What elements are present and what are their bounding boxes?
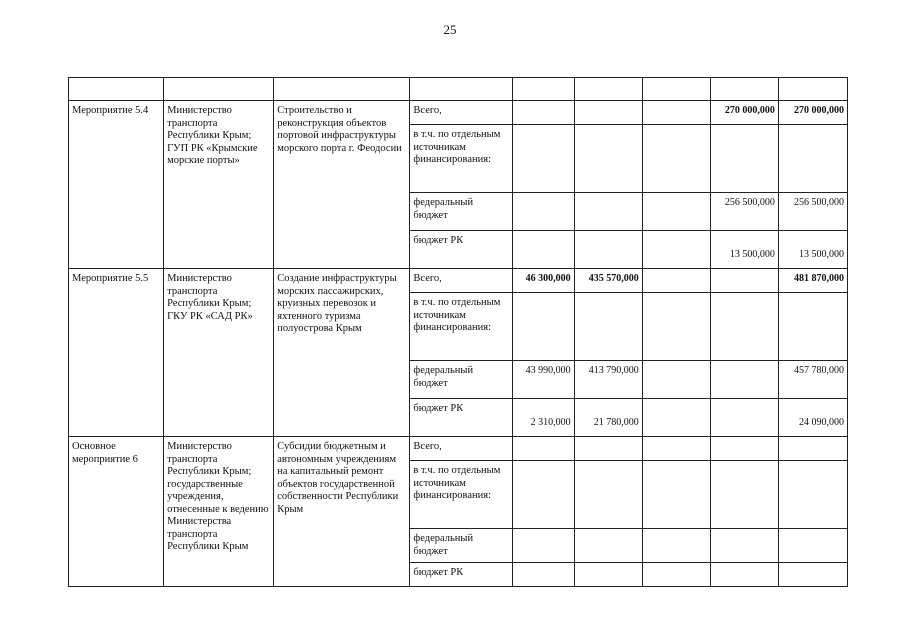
value-cell bbox=[642, 361, 710, 399]
source-label-cell: бюджет РК bbox=[410, 231, 512, 269]
event-cell: Мероприятие 5.4 bbox=[69, 101, 164, 269]
value-cell: 46 300,000 bbox=[512, 269, 574, 293]
value-cell bbox=[778, 125, 847, 193]
value-cell bbox=[710, 293, 778, 361]
value-cell bbox=[574, 293, 642, 361]
value-cell bbox=[642, 529, 710, 563]
value-cell: 270 000,000 bbox=[710, 101, 778, 125]
value-cell bbox=[642, 399, 710, 437]
value-cell bbox=[574, 529, 642, 563]
value-cell bbox=[512, 193, 574, 231]
event-cell: Основное мероприятие 6 bbox=[69, 437, 164, 587]
source-label-cell: федеральный бюджет bbox=[410, 361, 512, 399]
value-cell: 13 500,000 bbox=[710, 231, 778, 269]
value-cell bbox=[710, 529, 778, 563]
executor-cell: Министерство транспорта Республики Крым; ГУП РК «Крымские морские порты» bbox=[164, 101, 274, 269]
value-cell bbox=[574, 125, 642, 193]
value-cell: 270 000,000 bbox=[778, 101, 847, 125]
source-label-cell: в т.ч. по отдельным источникам финансирования: bbox=[410, 125, 512, 193]
value-cell bbox=[642, 563, 710, 587]
value-cell bbox=[778, 529, 847, 563]
table-row bbox=[69, 101, 848, 125]
value-cell bbox=[778, 461, 847, 529]
header-cell bbox=[410, 78, 512, 101]
value-cell bbox=[642, 193, 710, 231]
value-cell bbox=[512, 437, 574, 461]
description-cell: Создание инфраструктуры морских пассажирских, круизных перевозок и яхтенного туризма полуострова Крым bbox=[274, 269, 410, 437]
value-cell bbox=[710, 437, 778, 461]
value-cell bbox=[574, 231, 642, 269]
source-label-cell: Всего, bbox=[410, 437, 512, 461]
table-row bbox=[69, 437, 848, 461]
value-cell bbox=[642, 293, 710, 361]
value-cell bbox=[574, 563, 642, 587]
value-cell bbox=[512, 461, 574, 529]
value-cell bbox=[778, 563, 847, 587]
value-cell: 2 310,000 bbox=[512, 399, 574, 437]
value-cell bbox=[642, 437, 710, 461]
source-label-cell: Всего, bbox=[410, 269, 512, 293]
source-label-cell: федеральный бюджет bbox=[410, 193, 512, 231]
value-cell: 413 790,000 bbox=[574, 361, 642, 399]
table-header-row bbox=[69, 78, 848, 101]
value-cell bbox=[642, 269, 710, 293]
value-cell bbox=[574, 101, 642, 125]
value-cell bbox=[574, 437, 642, 461]
value-cell: 256 500,000 bbox=[710, 193, 778, 231]
value-cell: 481 870,000 bbox=[778, 269, 847, 293]
header-cell bbox=[69, 78, 164, 101]
source-label-cell: в т.ч. по отдельным источникам финансирования: bbox=[410, 293, 512, 361]
value-cell bbox=[710, 563, 778, 587]
value-cell bbox=[642, 461, 710, 529]
source-label-cell: бюджет РК bbox=[410, 563, 512, 587]
value-cell bbox=[778, 437, 847, 461]
page-number: 25 bbox=[443, 22, 457, 37]
value-cell bbox=[512, 231, 574, 269]
event-cell: Мероприятие 5.5 bbox=[69, 269, 164, 437]
source-label-cell: в т.ч. по отдельным источникам финансирования: bbox=[410, 461, 512, 529]
header-cell bbox=[274, 78, 410, 101]
source-label-cell: федеральный бюджет bbox=[410, 529, 512, 563]
value-cell bbox=[642, 125, 710, 193]
source-label-cell: бюджет РК bbox=[410, 399, 512, 437]
value-cell bbox=[512, 101, 574, 125]
value-cell bbox=[512, 529, 574, 563]
value-cell: 13 500,000 bbox=[778, 231, 847, 269]
value-cell bbox=[710, 461, 778, 529]
value-cell bbox=[642, 231, 710, 269]
description-cell: Субсидии бюджетным и автономным учреждениям на капитальный ремонт объектов государственной собственности Республики Крым bbox=[274, 437, 410, 587]
header-cell bbox=[778, 78, 847, 101]
header-cell bbox=[164, 78, 274, 101]
value-cell: 43 990,000 bbox=[512, 361, 574, 399]
source-label-cell: Всего, bbox=[410, 101, 512, 125]
value-cell: 457 780,000 bbox=[778, 361, 847, 399]
value-cell: 256 500,000 bbox=[778, 193, 847, 231]
header-cell bbox=[710, 78, 778, 101]
value-cell bbox=[710, 269, 778, 293]
header-cell bbox=[512, 78, 574, 101]
value-cell bbox=[778, 293, 847, 361]
table-row bbox=[69, 269, 848, 293]
value-cell bbox=[710, 361, 778, 399]
value-cell bbox=[642, 101, 710, 125]
header-cell bbox=[642, 78, 710, 101]
value-cell: 21 780,000 bbox=[574, 399, 642, 437]
value-cell bbox=[574, 193, 642, 231]
value-cell bbox=[512, 563, 574, 587]
value-cell bbox=[710, 399, 778, 437]
executor-cell: Министерство транспорта Республики Крым; государственные учреждения, отнесенные к ведению Министерства транспорта Республики Крым bbox=[164, 437, 274, 587]
description-cell: Строительство и реконструкция объектов портовой инфраструктуры морского порта г. Феодосии bbox=[274, 101, 410, 269]
header-cell bbox=[574, 78, 642, 101]
value-cell: 24 090,000 bbox=[778, 399, 847, 437]
budget-table bbox=[68, 77, 848, 587]
value-cell bbox=[512, 293, 574, 361]
value-cell bbox=[512, 125, 574, 193]
executor-cell: Министерство транспорта Республики Крым; ГКУ РК «САД РК» bbox=[164, 269, 274, 437]
value-cell: 435 570,000 bbox=[574, 269, 642, 293]
value-cell bbox=[574, 461, 642, 529]
value-cell bbox=[710, 125, 778, 193]
